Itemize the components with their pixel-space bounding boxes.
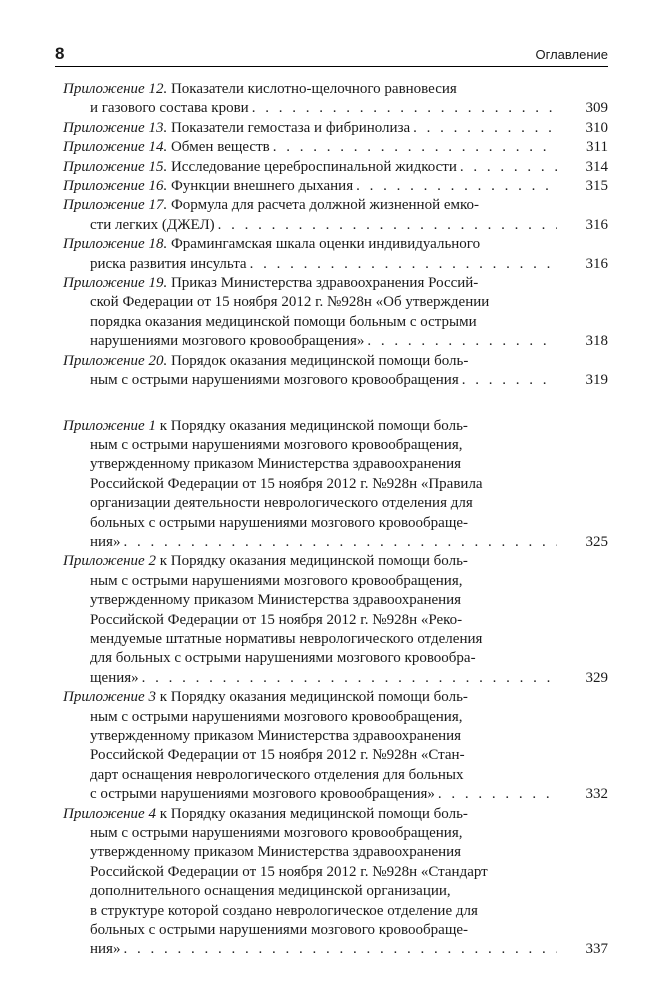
toc-page-number: 314 [585,158,608,175]
toc-entry-text: ным с острыми нарушениями мозгового кровообращения, [90,436,463,453]
toc-entry-label: Приложение 18. [63,236,168,253]
toc-entry-last-line [63,158,560,177]
toc-entry-line-text [90,669,139,688]
toc-entry-last-line [90,255,560,274]
toc-entry-text: ской Федерации от 15 ноября 2012 г. №928н «Об утверждении [90,294,490,311]
toc-entry-line-text [63,138,270,157]
toc-entry-line-text [63,119,410,138]
toc-entry-label: Приложение 17. [63,197,168,214]
toc-entry-line-text [90,99,249,118]
toc-entry-text: дополнительного оснащения медицинской организации, [90,883,451,900]
toc-entry-text: ния» [90,941,121,958]
toc-entry-text: для больных с острыми нарушениями мозгового кровообра- [90,650,476,667]
toc-entry-text: Обмен веществ [170,139,270,156]
dot-leader [462,371,557,390]
toc-entry-text: Показатели кислотно-щелочного равновесия [170,81,457,97]
dot-leader [367,332,557,351]
toc-entry[interactable] [63,196,608,235]
toc-entry[interactable] [63,552,608,688]
toc-entry-last-line [63,177,560,196]
toc-entry-line [63,688,560,707]
toc-entry-text: Российской Федерации от 15 ноября 2012 г. №928н «Стандарт [90,863,488,880]
toc-entry-label: Приложение 20. [63,352,168,369]
table-of-contents [63,80,608,960]
toc-entry-text: сти легких (ДЖЕЛ) [90,216,215,233]
toc-entry-line [90,455,560,474]
toc-page-number: 332 [585,786,608,803]
toc-entry[interactable] [63,274,608,352]
toc-entry-text: Российской Федерации от 15 ноября 2012 г. №928н «Реко- [90,611,463,628]
toc-page-number: 325 [585,533,608,550]
toc-entry-label: Приложение 15. [63,158,168,175]
toc-entry-last-line [90,940,560,959]
toc-entry-label: Приложение 16. [63,178,168,195]
toc-entry[interactable] [63,177,608,196]
dot-leader [356,177,557,196]
toc-entry-line [63,552,560,571]
toc-entry-label: Приложение 1 [63,417,156,434]
dot-leader [273,138,557,157]
page-number: 8 [55,44,65,63]
toc-entry[interactable] [63,688,608,804]
toc-entry-text: ным с острыми нарушениями мозгового кровообращения [90,372,459,389]
toc-page-number: 310 [585,119,608,136]
toc-entry-text: Фрамингамская шкала оценки индивидуального [170,236,481,253]
toc-entry-text: Исследование цереброспинальной жидкости [170,158,457,175]
dot-leader [123,533,557,552]
toc-entry-last-line [63,138,560,157]
toc-entry-text: организации деятельности неврологического отделения для [90,495,473,512]
dot-leader [438,785,557,804]
toc-entry-text: Российской Федерации от 15 ноября 2012 г. №928н «Стан- [90,747,465,764]
toc-page-number: 337 [585,941,608,958]
toc-entry-text: Российской Федерации от 15 ноября 2012 г. №928н «Правила [90,475,483,492]
toc-entry-label: Приложение 3 [63,689,156,706]
toc-entry-text: дарт оснащения неврологического отделения для больных [90,766,464,783]
toc-page-number: 311 [586,139,608,156]
toc-entry-line [90,293,560,312]
toc-group-order-appendices [63,417,608,960]
toc-entry-line-text [90,216,215,235]
toc-entry-line [90,882,560,901]
toc-page-number: 318 [585,333,608,350]
toc-entry-text: больных с острыми нарушениями мозгового кровообраще- [90,514,469,531]
toc-entry-line [90,921,560,940]
toc-entry[interactable] [63,158,608,177]
toc-entry-line [63,417,560,436]
toc-entry-last-line [63,119,560,138]
toc-entry-line [90,649,560,668]
page-header [55,44,608,67]
toc-entry-text: Порядок оказания медицинской помощи боль- [170,352,469,369]
toc-page-number: 316 [585,255,608,272]
toc-entry-text: мендуемые штатные нормативы неврологического отделения [90,630,483,647]
toc-entry-line [63,352,560,371]
toc-entry-last-line [90,99,560,118]
toc-entry-label: Приложение 4 [63,805,156,822]
toc-entry-line [90,475,560,494]
toc-entry-line-text [90,371,459,390]
toc-entry[interactable] [63,417,608,553]
toc-entry-label: Приложение 13. [63,119,168,136]
toc-entry-line [63,80,560,99]
toc-page-number: 329 [585,669,608,686]
toc-entry-line-text [90,332,364,351]
toc-entry-text: к Порядку оказания медицинской помощи боль- [159,553,468,570]
dot-leader [413,119,557,138]
toc-entry-last-line [90,785,560,804]
toc-entry-label: Приложение 2 [63,553,156,570]
toc-entry-line [90,572,560,591]
toc-page-number: 309 [585,100,608,117]
toc-entry[interactable] [63,80,608,119]
toc-entry-last-line [90,371,560,390]
toc-entry-line [90,313,560,332]
toc-entry-line [63,274,560,293]
toc-entry-line [90,863,560,882]
toc-entry-line [63,805,560,824]
toc-entry-line-text [90,940,120,959]
toc-entry-line [63,235,560,254]
toc-entry-text: ным с острыми нарушениями мозгового кровообращения, [90,708,463,725]
toc-entry-line [90,611,560,630]
toc-group-appendices [63,80,608,391]
toc-entry-text: с острыми нарушениями мозгового кровообращения» [90,786,435,803]
toc-entry[interactable] [63,352,608,391]
dot-leader [142,669,557,688]
toc-page-number: 316 [585,216,608,233]
toc-entry-last-line [90,216,560,235]
toc-entry-text: к Порядку оказания медицинской помощи боль- [159,417,468,434]
toc-entry-line [90,591,560,610]
dot-leader [250,255,557,274]
toc-entry-text: Функции внешнего дыхания [170,178,354,195]
toc-entry[interactable] [63,805,608,960]
toc-entry-text: Формула для расчета должной жизненной емко- [170,197,480,214]
dot-leader [252,99,557,118]
toc-entry-line [90,436,560,455]
toc-entry-line [90,494,560,513]
dot-leader [218,216,557,235]
toc-entry-label: Приложение 12. [63,81,168,97]
toc-entry-line [90,630,560,649]
toc-entry-text: утвержденному приказом Министерства здравоохранения [90,728,462,744]
toc-entry-line [63,196,560,215]
toc-page-number: 315 [585,178,608,195]
toc-entry-line-text [90,255,247,274]
toc-entry-text: Приказ Министерства здравоохранения Россий- [170,275,479,292]
toc-entry-text: утвержденному приказом Министерства здравоохранения [90,592,462,609]
toc-entry-text: щения» [90,669,139,686]
toc-entry-text: ния» [90,533,121,550]
toc-entry-line [90,708,560,727]
toc-entry-text: Показатели гемостаза и фибринолиза [170,119,411,136]
toc-entry-line [90,514,560,533]
toc-entry-text: ным с острыми нарушениями мозгового кровообращения, [90,572,463,589]
running-title: Оглавление [535,47,608,62]
toc-entry[interactable] [63,138,608,157]
toc-entry-text: ным с острыми нарушениями мозгового кровообращения, [90,825,463,842]
toc-entry-text: порядка оказания медицинской помощи больным с острыми [90,313,477,330]
dot-leader [123,940,557,959]
toc-entry-line [90,824,560,843]
toc-entry[interactable] [63,235,608,274]
toc-entry-line [90,727,560,746]
toc-entry-text: утвержденному приказом Министерства здравоохранения [90,456,462,473]
toc-entry-line [90,843,560,862]
toc-entry-line [90,902,560,921]
toc-entry-label: Приложение 19. [63,275,168,292]
toc-group-gap [63,391,608,417]
toc-entry-text: к Порядку оказания медицинской помощи боль- [159,689,468,706]
toc-entry-line-text [63,177,353,196]
toc-entry-text: к Порядку оказания медицинской помощи боль- [159,805,468,822]
toc-entry[interactable] [63,119,608,138]
toc-entry-last-line [90,533,560,552]
toc-entry-line [90,746,560,765]
toc-entry-text: риска развития инсульта [90,255,247,272]
dot-leader [460,158,557,177]
toc-entry-line [90,766,560,785]
toc-entry-last-line [90,669,560,688]
toc-entry-last-line [90,332,560,351]
toc-entry-text: нарушениями мозгового кровообращения» [90,333,365,350]
toc-entry-text: в структуре которой создано неврологическое отделение для [90,902,478,919]
toc-entry-label: Приложение 14. [63,139,168,156]
toc-entry-line-text [90,785,435,804]
toc-entry-text: и газового состава крови [90,100,249,117]
toc-entry-line-text [90,533,120,552]
toc-entry-line-text [63,158,457,177]
toc-entry-text: утвержденному приказом Министерства здравоохранения [90,844,462,861]
toc-entry-text: больных с острыми нарушениями мозгового кровообраще- [90,922,469,939]
toc-page-number: 319 [585,372,608,389]
